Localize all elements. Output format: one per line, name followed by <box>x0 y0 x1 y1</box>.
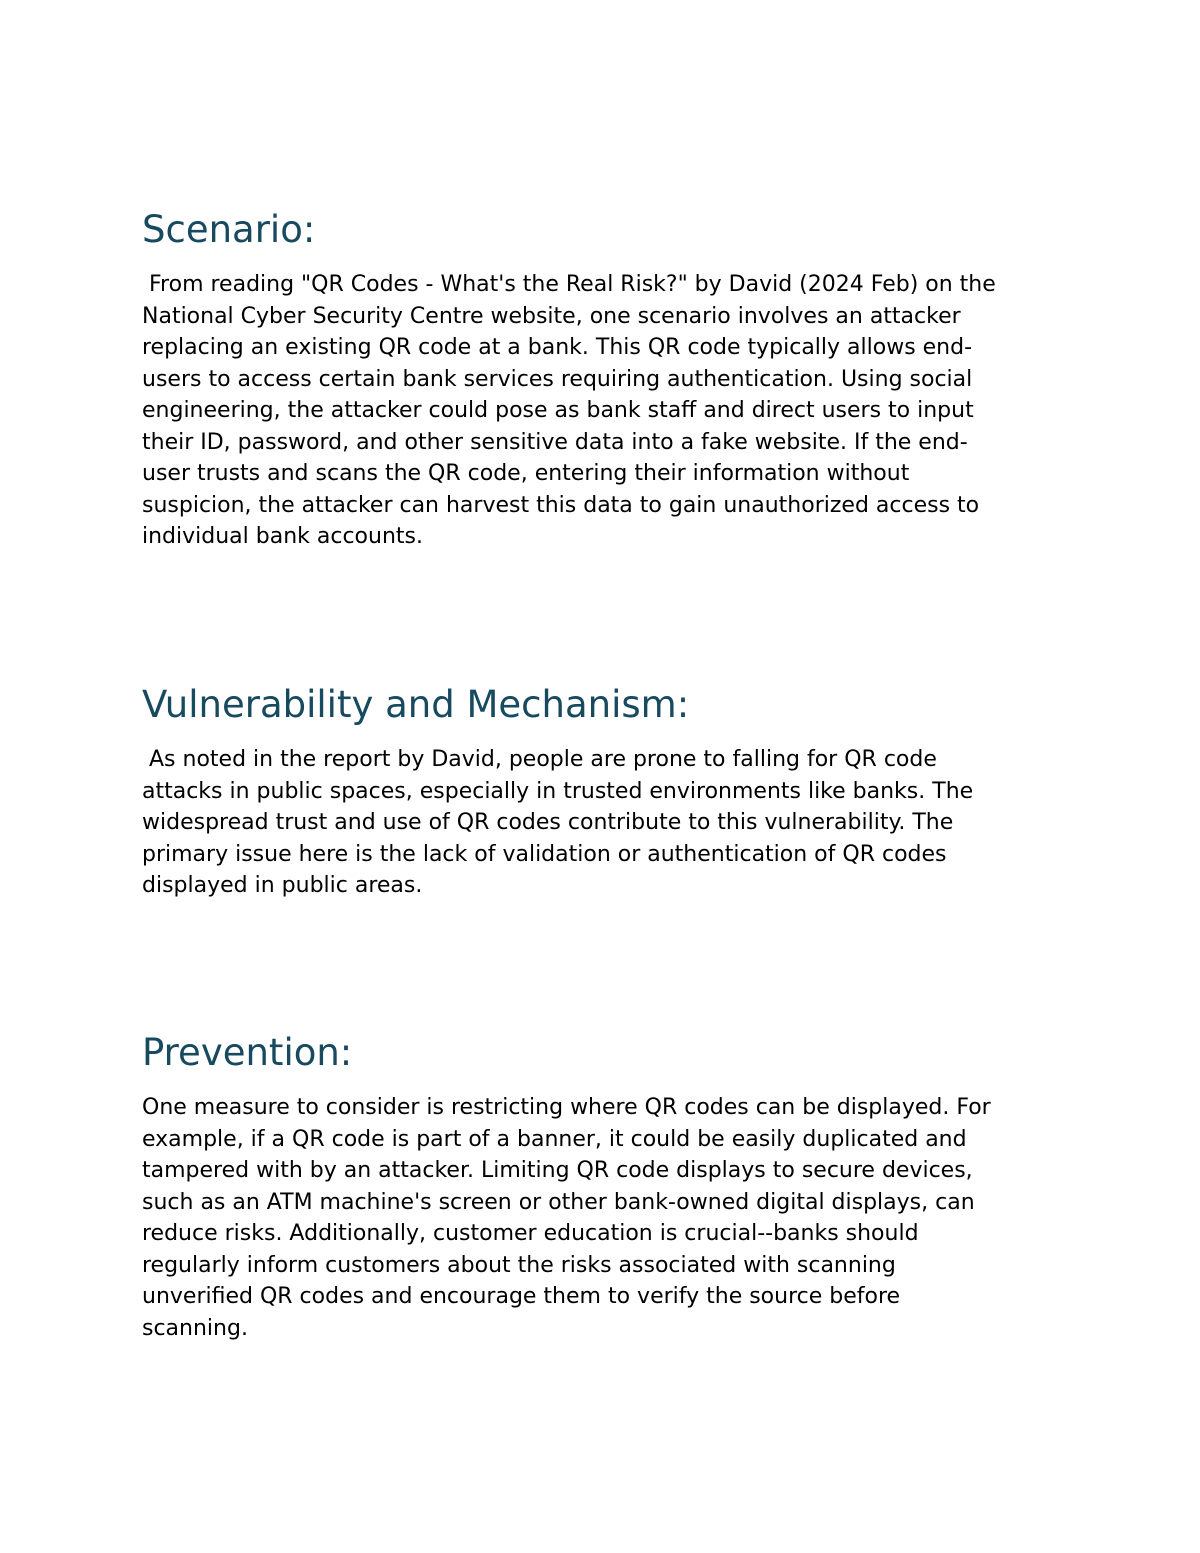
paragraph-line: primary issue here is the lack of validation or authentication of QR codes <box>142 841 947 867</box>
paragraph-line: users to access certain bank services requiring authentication. Using social <box>142 366 973 392</box>
paragraph-line: National Cyber Security Centre website, one scenario involves an attacker <box>142 303 961 329</box>
paragraph-line: engineering, the attacker could pose as bank staff and direct users to input <box>142 398 974 423</box>
scenario-section <box>142 208 1062 553</box>
paragraph-line: replacing an existing QR code at a bank. This QR code typically allows end- <box>142 335 973 360</box>
paragraph-line: One measure to consider is restricting where QR codes can be displayed. For <box>142 1095 991 1120</box>
paragraph-line: tampered with by an attacker. Limiting QR code displays to secure devices, <box>142 1158 973 1183</box>
prevention-section <box>142 1031 1062 1344</box>
paragraph-line: unverified QR codes and encourage them to verify the source before <box>142 1284 901 1309</box>
paragraph-line: As noted in the report by David, people are prone to falling for QR code <box>142 747 937 772</box>
paragraph-line: suspicion, the attacker can harvest this data to gain unauthorized access to <box>142 492 980 518</box>
paragraph-line: attacks in public spaces, especially in trusted environments like banks. The <box>142 778 974 804</box>
paragraph-line: example, if a QR code is part of a banner, it could be easily duplicated and <box>142 1126 967 1152</box>
paragraph-line: their ID, password, and other sensitive data into a fake website. If the end- <box>142 429 968 455</box>
vulnerability-heading: Vulnerability and Mechanism: <box>142 683 690 726</box>
paragraph-line: such as an ATM machine's screen or other bank-owned digital displays, can <box>142 1189 975 1215</box>
paragraph-line: reduce risks. Additionally, customer education is crucial--banks should <box>142 1221 919 1246</box>
paragraph-line: user trusts and scans the QR code, entering their information without <box>142 461 910 486</box>
paragraph-line: From reading "QR Codes - What's the Real Risk?" by David (2024 Feb) on the <box>142 272 996 297</box>
vulnerability-section <box>142 683 1062 902</box>
paragraph-line: scanning. <box>142 1315 248 1341</box>
scenario-paragraph <box>142 269 1062 553</box>
paragraph-line: widespread trust and use of QR codes contribute to this vulnerability. The <box>142 810 954 835</box>
prevention-heading: Prevention: <box>142 1031 353 1074</box>
vulnerability-paragraph <box>142 744 1062 902</box>
paragraph-line: regularly inform customers about the risks associated with scanning <box>142 1252 896 1278</box>
scenario-heading: Scenario: <box>142 208 316 251</box>
prevention-paragraph <box>142 1092 1062 1344</box>
paragraph-line: individual bank accounts. <box>142 524 423 549</box>
paragraph-line: displayed in public areas. <box>142 873 423 898</box>
